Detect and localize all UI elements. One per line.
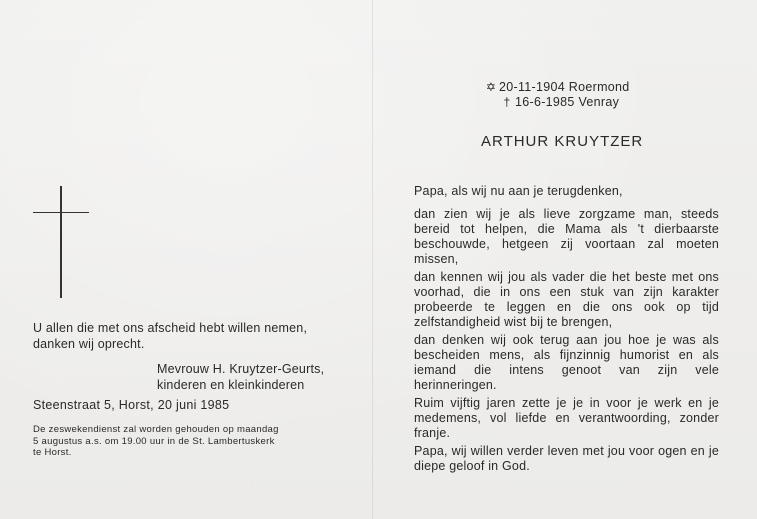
poem-stanza: dan denken wij ook terug aan jou hoe je was als bescheiden mens, als fijnzinnig humorist en als iemand die intens genoot van zijn vele herinneringen. [414, 333, 719, 392]
thanks-line: danken wij oprecht. [33, 337, 145, 351]
deceased-name: ARTHUR KRUYTZER [481, 133, 644, 150]
life-dates [483, 80, 683, 110]
dagger-icon: † [503, 95, 511, 109]
right-panel [373, 0, 757, 519]
cross-horizontal-bar [33, 212, 89, 213]
thanks-text [33, 320, 343, 352]
poem-stanza: Papa, als wij nu aan je terugdenken, [414, 184, 623, 198]
cross-vertical-bar [60, 186, 62, 298]
signer-line: kinderen en kleinkinderen [157, 378, 305, 392]
signers [157, 361, 357, 393]
poem-stanza: dan kennen wij jou als vader die het beste met ons voorhad, die in ons een stuk van zijn karakter probeerde te leggen en die ons ook op tijd zelfstandigheid wist bij te brengen, [414, 270, 719, 329]
address-date: Steenstraat 5, Horst, 20 juni 1985 [33, 398, 230, 412]
death-date: 16-6-1985 Venray [515, 95, 620, 109]
poem-stanza: Papa, wij willen verder leven met jou voor ogen en je diepe geloof in God. [414, 444, 719, 473]
birth-row [483, 80, 683, 95]
service-line: De zeswekendienst zal worden gehouden op maandag [33, 424, 279, 435]
star-icon: ✡ [485, 80, 497, 94]
birth-date: 20-11-1904 Roermond [499, 80, 630, 94]
cross-icon [33, 186, 89, 298]
service-line: te Horst. [33, 447, 72, 458]
service-line: 5 augustus a.s. om 19.00 uur in de St. Lambertuskerk [33, 435, 275, 447]
poem-stanza: Ruim vijftig jaren zette je je in voor je werk en je medemens, vol liefde en verantwoording, zonder franje. [414, 396, 719, 440]
service-notice [33, 424, 343, 459]
death-row [483, 95, 683, 110]
signer-line: Mevrouw H. Kruytzer-Geurts, [157, 362, 325, 376]
poem [414, 184, 719, 477]
left-panel [0, 0, 372, 519]
thanks-line: U allen die met ons afscheid hebt willen nemen, [33, 321, 308, 335]
poem-stanza: dan zien wij je als lieve zorgzame man, steeds bereid tot helpen, die Mama als 't dierbaarste beschouwde, hetgeen zij voortaan zal moeten missen, [414, 207, 719, 266]
